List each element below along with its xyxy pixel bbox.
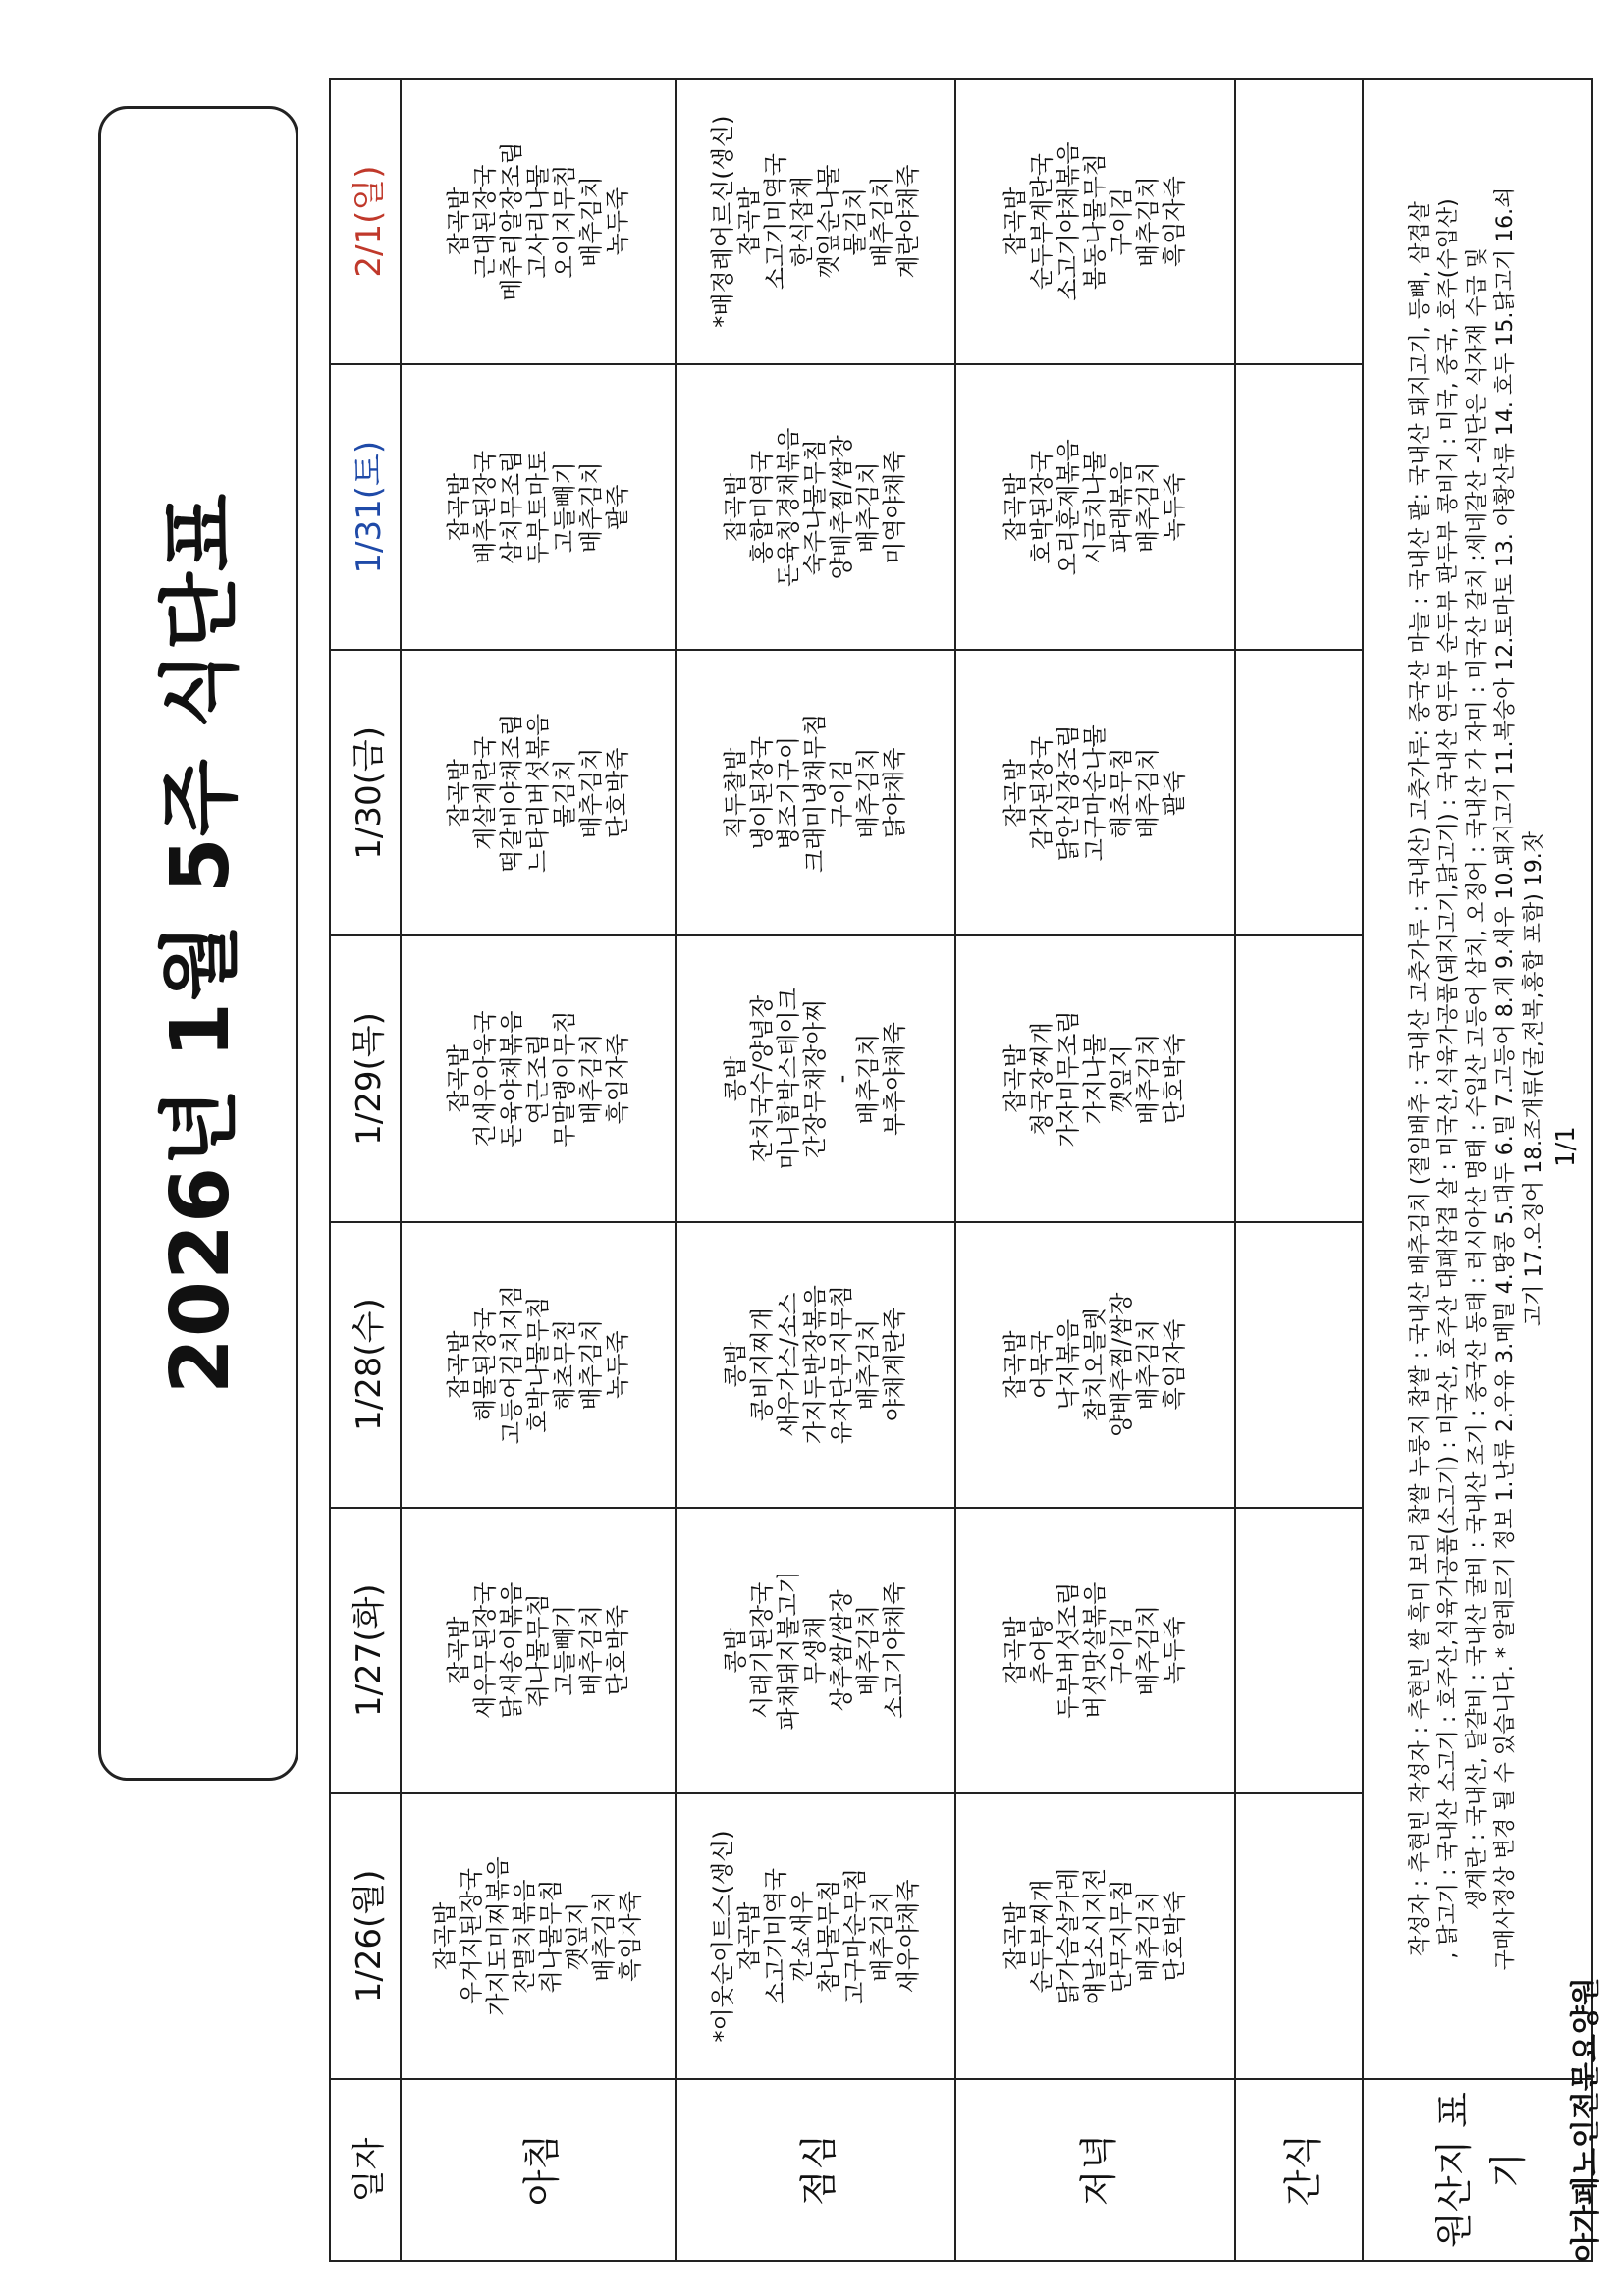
meal-row-lunch	[676, 79, 955, 2261]
menu-item: 소고기야채죽	[881, 1581, 908, 1719]
menu-item: 버섯맛살볶음	[1081, 1581, 1109, 1719]
menu-item: 잡곡밥	[1001, 1044, 1029, 1113]
menu-item: 간장무채장아찌	[801, 998, 829, 1159]
menu-item: 크래미냉채무침	[801, 713, 829, 874]
menu-cell	[955, 1793, 1235, 2079]
menu-item: 잡곡밥	[1001, 1330, 1029, 1399]
menu-item: *배정례어르신(생신)	[708, 115, 736, 328]
menu-item: 미니함박스테이크	[775, 988, 802, 1170]
meal-row-breakfast	[401, 79, 676, 2261]
menu-item: 녹두죽	[1161, 472, 1188, 542]
menu-item: 잡곡밥	[1001, 1901, 1029, 1971]
menu-cell	[955, 1222, 1235, 1508]
menu-item: *이웃순이트스(생신)	[708, 1830, 736, 2043]
snack-cell	[1235, 79, 1363, 364]
menu-item: 단호박죽	[603, 747, 631, 839]
menu-item: 깐쇼새우	[787, 1891, 816, 1982]
menu-item: 병조기구이	[775, 735, 802, 850]
menu-item: 고구마순무침	[840, 1867, 869, 2004]
menu-item: 떡갈비야채조림	[497, 713, 525, 874]
menu-cell	[676, 364, 955, 650]
meal-label: 아침	[401, 2079, 676, 2261]
menu-item: 소고기야채볶음	[1055, 141, 1082, 301]
menu-item: 부추야채죽	[881, 1022, 908, 1136]
page-title: 2026년 1월 5주 식단표	[154, 492, 247, 1395]
menu-item: 참나물무침	[814, 1879, 842, 1994]
menu-item: 호박나물무침	[523, 1296, 552, 1433]
menu-item: 무말랭이무침	[550, 1010, 578, 1148]
menu-cell	[955, 364, 1235, 650]
menu-item: 두부버섯조림	[1055, 1581, 1082, 1719]
snack-cell	[1235, 364, 1363, 650]
menu-item: 청국장찌개	[1028, 1022, 1056, 1136]
title-box	[98, 106, 298, 1781]
menu-item: 쥐나물무침	[537, 1879, 565, 1994]
menu-item: 배추김치	[854, 461, 882, 554]
menu-cell	[401, 1222, 676, 1508]
menu-item: 메추리알장조림	[497, 141, 525, 301]
menu-item: 잡곡밥	[734, 1901, 763, 1971]
snack-cell	[1235, 1508, 1363, 1793]
menu-item: 잡곡밥	[1001, 472, 1029, 542]
menu-item: 감자된장국	[1028, 735, 1056, 850]
menu-item: 배추김치	[867, 1891, 895, 1982]
menu-item: 흑임자죽	[603, 1033, 631, 1125]
menu-item: 배추김치	[576, 1318, 605, 1411]
menu-item: 배추김치	[1134, 1891, 1162, 1982]
menu-item: 배추김치	[576, 747, 605, 839]
menu-cell	[955, 79, 1235, 364]
menu-item: 소고기미역국	[761, 153, 789, 291]
menu-item: 새우가스/소스	[775, 1292, 802, 1437]
menu-cell	[955, 650, 1235, 935]
menu-cell	[401, 650, 676, 935]
page-number: 1/1	[1551, 1126, 1581, 1167]
menu-item: 단무지무침	[1108, 1879, 1135, 1994]
menu-cell	[676, 1508, 955, 1793]
menu-item: 냉이된장국	[748, 735, 776, 850]
menu-item: 배추김치	[1134, 1033, 1162, 1125]
origin-line: 고기 17.오징어 18.조개류(굴,전복,홍합 포함) 19.잣	[1522, 830, 1546, 1327]
menu-item: 콩밥	[722, 1055, 749, 1102]
menu-item: 순두부찌개	[1028, 1879, 1056, 1994]
menu-cell	[676, 935, 955, 1221]
day-header: 1/29(목)	[330, 935, 401, 1221]
menu-item: 단호박죽	[603, 1604, 631, 1696]
menu-item: 삼치무조림	[497, 450, 525, 564]
menu-item: 가지두반장볶음	[801, 1285, 829, 1445]
menu-item: 근대된장국	[470, 164, 499, 279]
menu-item: 배추김치	[854, 1033, 882, 1125]
menu-item: 물김치	[550, 759, 578, 828]
menu-item: 추어탕	[1028, 1616, 1056, 1685]
menu-item: 잡곡밥	[722, 472, 749, 542]
header-label: 일자	[330, 2079, 401, 2261]
menu-item: 고들빼기	[550, 461, 578, 554]
meal-row-dinner	[955, 79, 1235, 2261]
origin-line: 작성자 : 추현빈 작성자 : 추현빈 쌀 흑미 보리 찹쌀 누룽지 찹쌀 : 국내산 배추김치 (절임배추 : 국내산 고춧가루 : 국내산) 고춧가루: 중국산 마늘 : 국내산 팥: 국내산 돼지고기, 등뼈, 삼겹살	[1408, 201, 1433, 1956]
menu-item: 오이지무침	[550, 164, 578, 279]
menu-cell	[401, 935, 676, 1221]
meal-label: 점심	[676, 2079, 955, 2261]
menu-item: 해초무침	[1108, 747, 1135, 839]
menu-item: 콩비지찌개	[748, 1308, 776, 1422]
menu-item: 건새우아욱국	[470, 1010, 499, 1148]
snack-cell	[1235, 935, 1363, 1221]
origin-label: 원산지 표기	[1363, 2079, 1592, 2261]
menu-item: 새우무된장국	[470, 1581, 499, 1719]
menu-item: 해초무침	[550, 1318, 578, 1411]
menu-item: 잡곡밥	[444, 1616, 472, 1685]
menu-cell	[401, 1508, 676, 1793]
menu-item: 구이김	[1108, 1616, 1135, 1685]
menu-item: 어묵국	[1028, 1330, 1056, 1399]
menu-item: 쥐나물무침	[523, 1593, 552, 1708]
menu-item: 흑임자죽	[1161, 1318, 1188, 1411]
menu-item: 배추김치	[1134, 747, 1162, 839]
menu-item: 콩밥	[722, 1628, 749, 1674]
snack-row	[1235, 79, 1363, 2261]
menu-item: 돈육청경채볶음	[775, 427, 802, 587]
day-header: 1/26(월)	[330, 1793, 401, 2079]
menu-item: 얘날소시지전	[1081, 1867, 1109, 2004]
menu-item: 잡곡밥	[444, 1044, 472, 1113]
menu-item: 순두부계란국	[1028, 153, 1056, 291]
menu-item: 파래볶음	[1108, 461, 1135, 554]
menu-item: -	[828, 1074, 855, 1084]
day-header-sunday: 2/1(일)	[330, 79, 401, 364]
menu-item: 가지나물	[1081, 1033, 1109, 1125]
menu-item: 녹두죽	[603, 1330, 631, 1399]
menu-item: 잡곡밥	[431, 1901, 459, 1971]
menu-item: 배추김치	[1134, 1318, 1162, 1411]
menu-item: 참치오믈렛	[1081, 1308, 1109, 1422]
menu-item: 잔치국수/양념장	[748, 994, 776, 1163]
menu-item: 고들빼기	[550, 1604, 578, 1696]
menu-table	[329, 78, 1593, 2262]
menu-item: 팥죽	[1161, 770, 1188, 817]
menu-item: 가지도미찌볶음	[484, 1856, 512, 2016]
menu-item: 깻잎지	[1108, 1044, 1135, 1113]
menu-item: 홍합미역국	[748, 450, 776, 564]
day-header: 1/28(수)	[330, 1222, 401, 1508]
menu-item: 잡곡밥	[1001, 187, 1029, 256]
menu-item: 낙지볶음	[1055, 1318, 1082, 1411]
menu-item: 유자단무지무침	[828, 1285, 855, 1445]
menu-item: 한식잡채	[787, 176, 816, 267]
menu-item: 잡곡밥	[444, 187, 472, 256]
menu-item: 잡곡밥	[444, 472, 472, 542]
origin-text	[1363, 79, 1592, 2079]
menu-item: 미역야채죽	[881, 450, 908, 564]
menu-item: 닭안심장조림	[1055, 724, 1082, 862]
facility-name: 아가페노인전문요양원	[1569, 1977, 1603, 2262]
origin-row	[1363, 79, 1592, 2261]
menu-item: 배추김치	[576, 1604, 605, 1696]
menu-item: 느타리버섯볶음	[523, 713, 552, 874]
menu-item: 게살계란국	[470, 735, 499, 850]
menu-item: 양배추찜/쌈장	[828, 435, 855, 580]
menu-item: 시래기된장국	[748, 1581, 776, 1719]
menu-item: 잔멸치볶음	[511, 1879, 538, 1994]
menu-item: 배추김치	[867, 176, 895, 267]
snack-cell	[1235, 650, 1363, 935]
menu-item: 배추김치	[590, 1891, 618, 1982]
day-header: 1/27(화)	[330, 1508, 401, 1793]
menu-item: 계란야채죽	[893, 164, 922, 279]
menu-item: 콩밥	[722, 1341, 749, 1388]
menu-item: 배추김치	[576, 461, 605, 554]
snack-cell	[1235, 1793, 1363, 2079]
day-header: 1/30(금)	[330, 650, 401, 935]
snack-cell	[1235, 1222, 1363, 1508]
origin-line: 생계란 : 국내산, 달걀비 : 국내산 굴비 : 국내산 조기 : 중국산 동태 : 러시아산 명태 : 수입산 고등어 삼치, 오징어 : 국내산 가 자미 : 미국산 갈치 :세네갈산 -식단은 식자재 수급 및	[1465, 247, 1489, 1910]
menu-item: 단호박죽	[1161, 1033, 1188, 1125]
menu-item: 깻잎순나물	[814, 164, 842, 279]
menu-item: 잡곡밥	[444, 759, 472, 828]
menu-item: 오리훈제볶음	[1055, 439, 1082, 576]
menu-item: 배추김치	[576, 176, 605, 267]
menu-cell	[676, 79, 955, 364]
menu-item: 파채돼지불고기	[775, 1571, 802, 1731]
origin-line: , 닭고기 : 국내산 소고기 : 호주산,식육가공품(소고기) : 미국산, 호주산 대패삼겹 살 : 미국산,식육가공품(돼지고기,닭고기) : 국내산 연두부 순두부 판두부 콩비지 : 미국, 중국, 호주(수입산)	[1436, 198, 1461, 1959]
menu-item: 우거지된장국	[458, 1867, 485, 2004]
menu-item: 배추김치	[576, 1033, 605, 1125]
menu-item: 연근조림	[523, 1033, 552, 1125]
origin-line: 구매사정상 변경 될 수 있습니다. * 알레르기 정보 1.난류 2.우유 3.메밀 4.땅콩 5.대두 6.밀 7.고등어 8.게 9.새우 10.돼지고기 11.복숭아 12.토마토 13. 아황산류 14. 호두 15.닭고기 16.쇠	[1493, 187, 1518, 1971]
menu-item: 봄동나물무침	[1081, 153, 1109, 291]
menu-item: 소고기미역국	[761, 1867, 789, 2004]
menu-item: 흑임자죽	[617, 1891, 644, 1982]
menu-item: 상추쌈/쌈장	[828, 1589, 855, 1712]
menu-item: 양배추찜/쌈장	[1108, 1292, 1135, 1437]
menu-item: 깻잎지	[564, 1901, 591, 1971]
date-header-row	[330, 79, 401, 2261]
day-header-saturday: 1/31(토)	[330, 364, 401, 650]
menu-item: 흑임자죽	[1161, 176, 1188, 267]
menu-item: 고등어김치지짐	[497, 1285, 525, 1445]
menu-item: 잡곡밥	[734, 187, 763, 256]
menu-cell	[955, 1508, 1235, 1793]
menu-item: 구이김	[828, 759, 855, 828]
menu-cell	[676, 650, 955, 935]
menu-item: 해물된장국	[470, 1308, 499, 1422]
menu-item: 구이김	[1108, 187, 1135, 256]
menu-item: 새우야채죽	[893, 1879, 922, 1994]
menu-item: 적두찰밥	[722, 747, 749, 839]
menu-item: 두부토마토	[523, 450, 552, 564]
menu-cell	[401, 79, 676, 364]
menu-item: 야채계란죽	[881, 1308, 908, 1422]
menu-item: 배추김치	[1134, 176, 1162, 267]
menu-item: 배추김치	[854, 1604, 882, 1696]
menu-item: 숙주나물무침	[801, 439, 829, 576]
menu-cell	[676, 1222, 955, 1508]
menu-item: 배추김치	[1134, 461, 1162, 554]
menu-item: 가자미무조림	[1055, 1010, 1082, 1148]
menu-item: 팥죽	[603, 484, 631, 530]
menu-item: 단호박죽	[1161, 1891, 1188, 1982]
menu-item: 닭새송이볶음	[497, 1581, 525, 1719]
menu-item: 고사리나물	[523, 164, 552, 279]
snack-label: 간식	[1235, 2079, 1363, 2261]
menu-cell	[401, 364, 676, 650]
menu-item: 물김치	[840, 187, 869, 256]
menu-cell	[401, 1793, 676, 2079]
menu-item: 배추김치	[1134, 1604, 1162, 1696]
menu-item: 배추김치	[854, 1318, 882, 1411]
menu-item: 잡곡밥	[1001, 1616, 1029, 1685]
menu-item: 시금치나물	[1081, 450, 1109, 564]
menu-item: 고구마순나물	[1081, 724, 1109, 862]
menu-item: 녹두죽	[603, 187, 631, 256]
meal-label: 저녁	[955, 2079, 1235, 2261]
menu-item: 잡곡밥	[444, 1330, 472, 1399]
menu-item: 잡곡밥	[1001, 759, 1029, 828]
menu-cell	[676, 1793, 955, 2079]
menu-cell	[955, 935, 1235, 1221]
menu-item: 닭야채죽	[881, 747, 908, 839]
menu-item: 호박된장국	[1028, 450, 1056, 564]
menu-item: 닭가슴살카레	[1055, 1867, 1082, 2004]
menu-item: 배추된장국	[470, 450, 499, 564]
menu-item: 무생채	[801, 1616, 829, 1685]
menu-item: 돈육야채볶음	[497, 1010, 525, 1148]
menu-item: 배추김치	[854, 747, 882, 839]
menu-item: 녹두죽	[1161, 1616, 1188, 1685]
